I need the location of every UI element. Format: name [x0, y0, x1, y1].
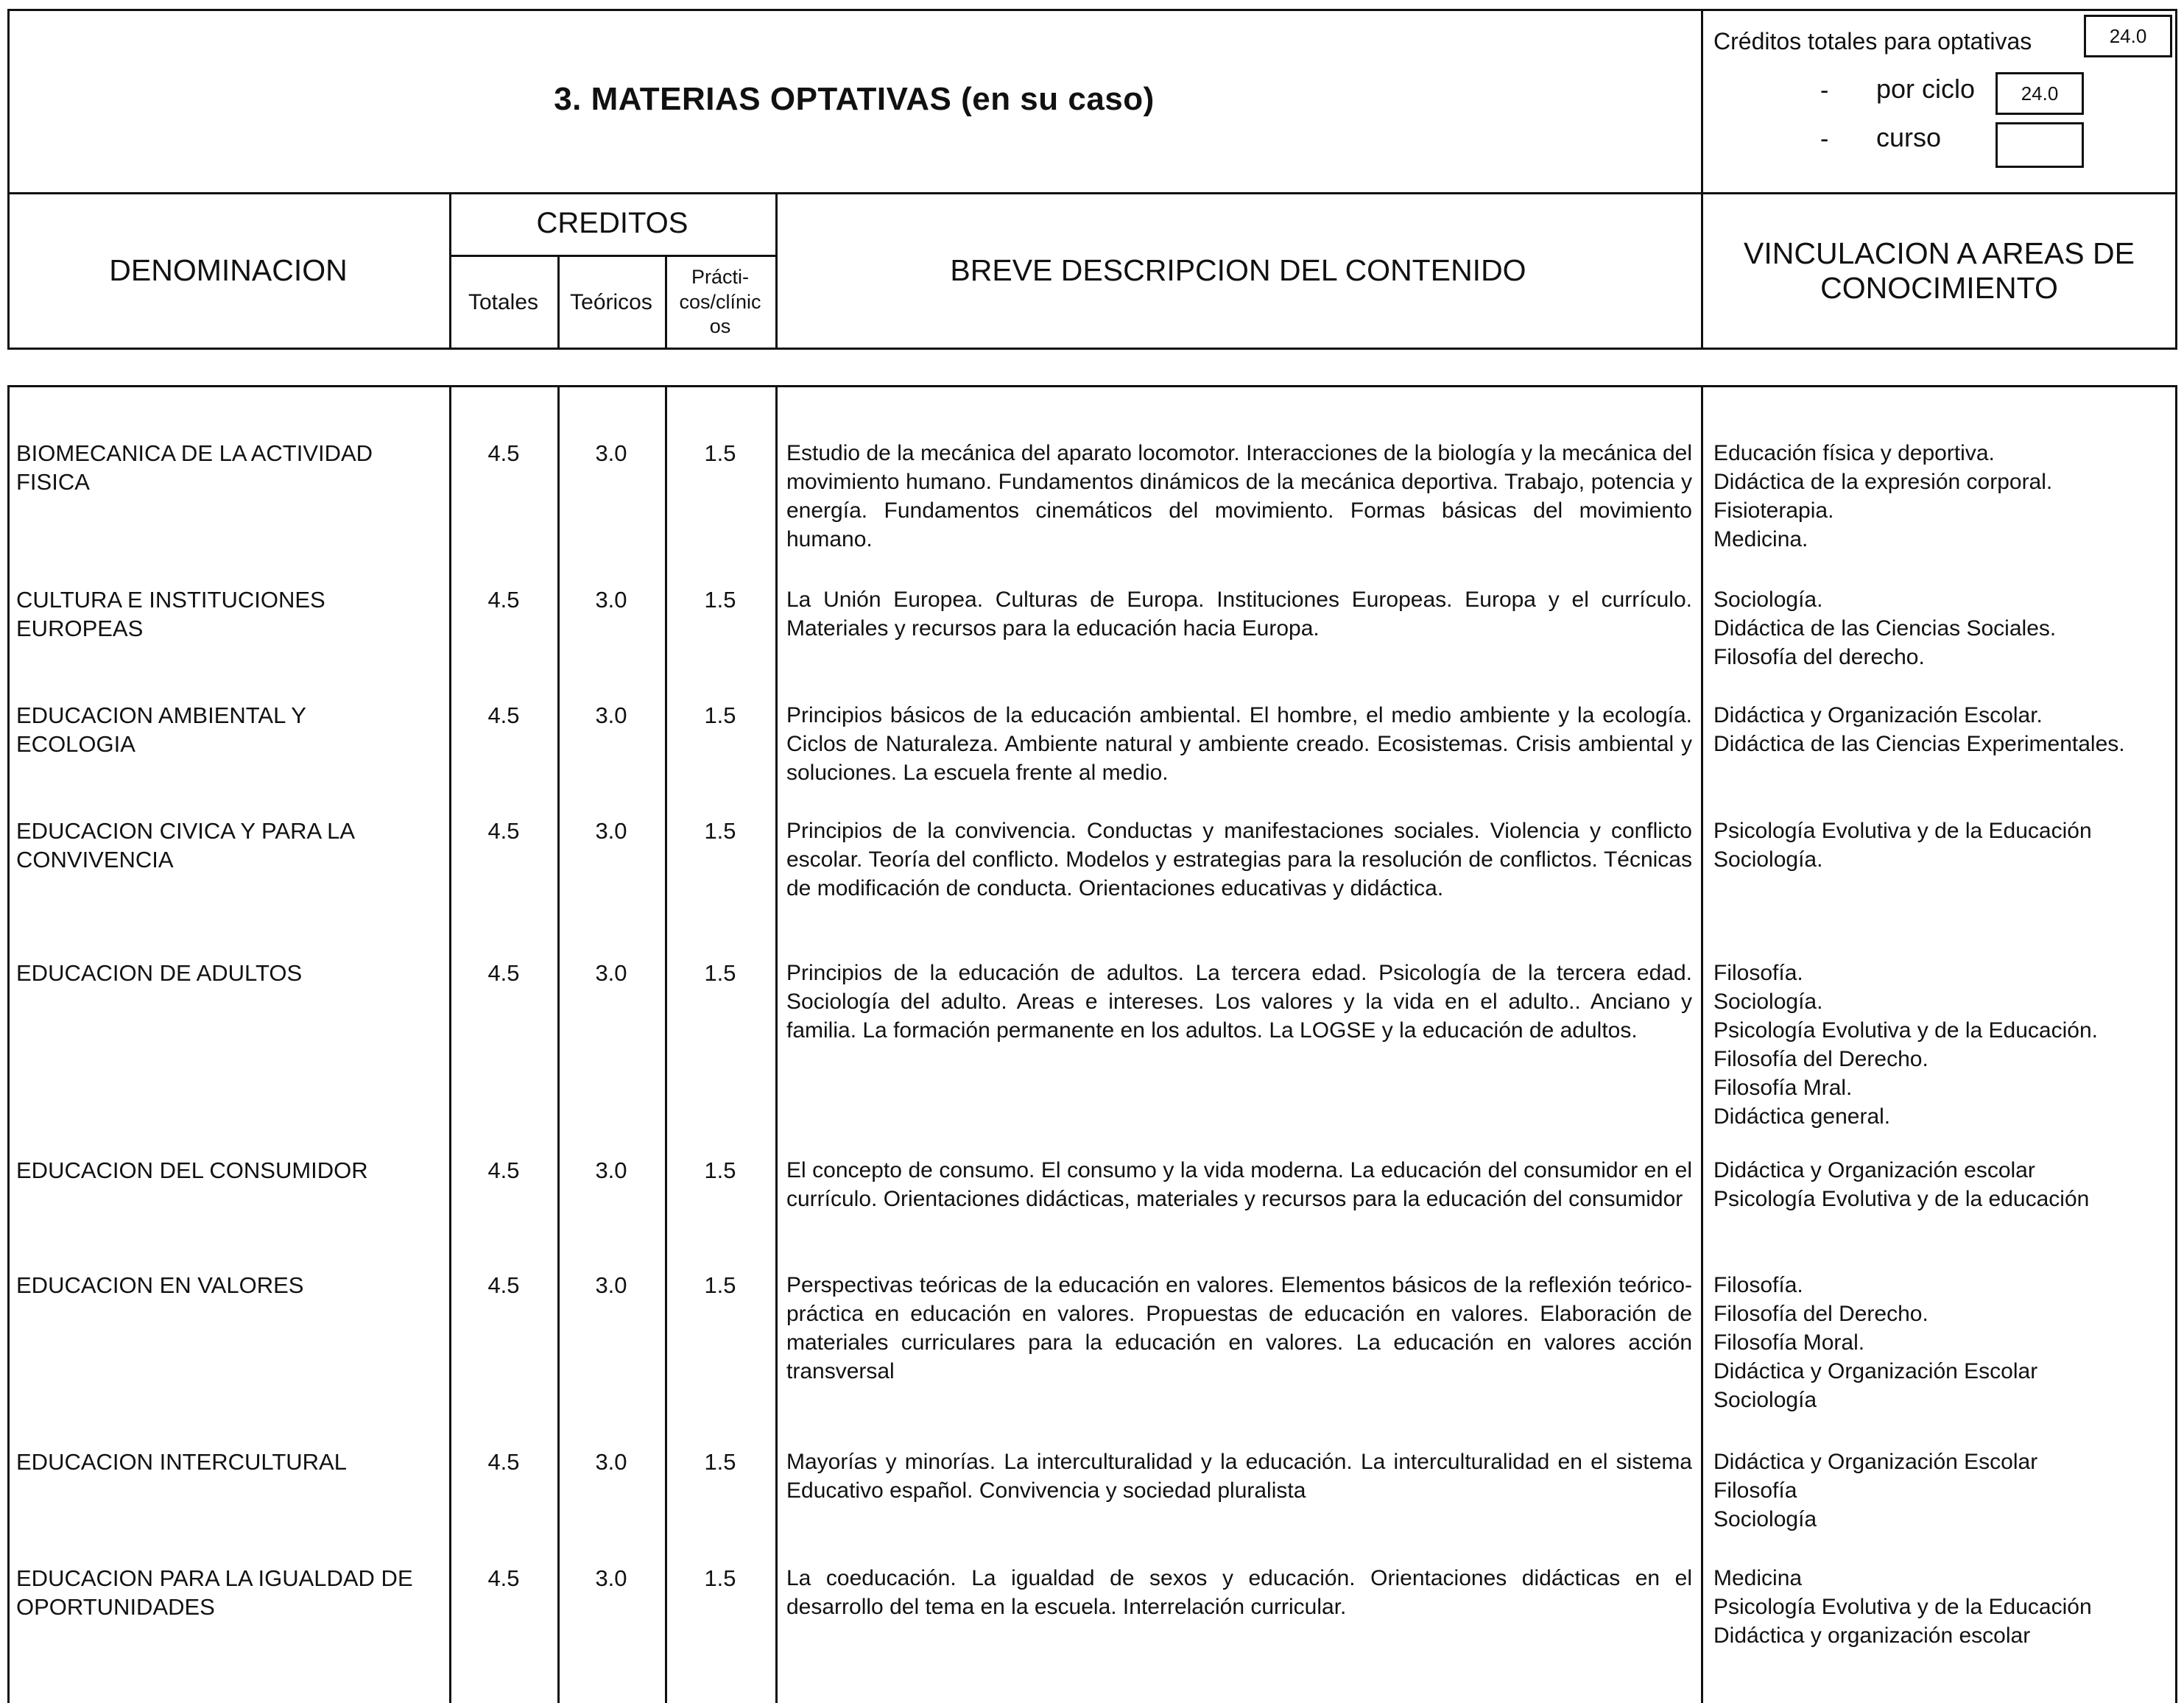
- row-denominacion: EDUCACION CIVICA Y PARA LA CONVIVENCIA: [16, 818, 354, 872]
- por-ciclo-dash: -: [1820, 77, 1829, 105]
- row-denominacion: EDUCACION DE ADULTOS: [16, 960, 303, 986]
- row-teoricos: 3.0: [595, 1157, 627, 1183]
- area-item: Didáctica de las Ciencias Experimentales.: [1713, 732, 2125, 756]
- row-practicos: 1.5: [704, 960, 736, 986]
- vinculacion-header: [1701, 192, 2177, 350]
- row-totales: 4.5: [487, 587, 520, 613]
- body-divider-2: [557, 385, 560, 1703]
- practicos-header-line2: cos/clínic: [679, 290, 761, 313]
- creditos-totales-value: 24.0: [2084, 15, 2172, 57]
- teoricos-header: Teóricos: [570, 289, 652, 314]
- vinculacion-header-line2: CONOCIMIENTO: [1820, 271, 2058, 305]
- area-item: Filosofía.: [1713, 961, 1803, 985]
- row-areas: [1713, 1156, 2177, 1213]
- area-item: Psicología Evolutiva y de la Educación: [1713, 819, 2092, 843]
- area-item: Educación física y deportiva.: [1713, 441, 1995, 465]
- body-divider-1: [449, 385, 451, 1703]
- area-item: Sociología.: [1713, 990, 1823, 1014]
- row-descripcion: Estudio de la mecánica del aparato locomotor. Interacciones de la biología y la mecánica del movimiento humano. Fundamentos dinámicos de la mecánica deportiva. Trabajo, potencia y energía. Fundamentos cinemáticos del movimiento. Formas básicas del movimiento humano.: [786, 441, 1692, 551]
- creditos-header: CREDITOS: [536, 207, 688, 239]
- curso-label: curso: [1876, 122, 1942, 152]
- totales-header: Totales: [468, 289, 539, 314]
- row-totales: 4.5: [487, 1272, 520, 1298]
- practicos-header-line3: os: [709, 315, 731, 338]
- row-teoricos: 3.0: [595, 1449, 627, 1475]
- row-denominacion: EDUCACION INTERCULTURAL: [16, 1449, 347, 1475]
- row-totales: 4.5: [487, 440, 520, 466]
- row-descripcion: Perspectivas teóricas de la educación en valores. Elementos básicos de la reflexión teórico-práctica en educación en valores. Propuestas de educación en valores. Elaboración de materiales curriculares para la educación en valores. La educación en valores acción transversal: [786, 1273, 1692, 1383]
- area-item: Sociología.: [1713, 588, 1823, 612]
- body-divider-4: [775, 385, 778, 1703]
- area-item: Filosofía del Derecho.: [1713, 1047, 1928, 1071]
- curso-value: [1995, 122, 2084, 168]
- row-practicos: 1.5: [704, 440, 736, 466]
- page-title: 3. MATERIAS OPTATIVAS (en su caso): [554, 81, 1155, 117]
- area-item: Didáctica de la expresión corporal.: [1713, 470, 2053, 494]
- area-item: Filosofía Moral.: [1713, 1330, 1865, 1355]
- area-item: Sociología: [1713, 1388, 1817, 1412]
- row-descripcion: Principios de la convivencia. Conductas y manifestaciones sociales. Violencia y conflicto escolar. Teoría del conflicto. Modelos y estrategias para la resolución de conflictos. Técnicas de modificación de conducta. Orientaciones educativas y didáctica.: [786, 819, 1692, 900]
- area-item: Didáctica y Organización escolar: [1713, 1158, 2035, 1182]
- row-denominacion: EDUCACION DEL CONSUMIDOR: [16, 1157, 368, 1183]
- descripcion-header: BREVE DESCRIPCION DEL CONTENIDO: [950, 253, 1526, 288]
- row-totales: 4.5: [487, 1449, 520, 1475]
- area-item: Psicología Evolutiva y de la Educación: [1713, 1595, 2092, 1619]
- body-divider-5: [1701, 385, 1703, 1703]
- row-totales: 4.5: [487, 960, 520, 986]
- area-item: Filosofía.: [1713, 1273, 1803, 1297]
- area-item: Filosofía: [1713, 1478, 1797, 1503]
- por-ciclo-label: por ciclo: [1876, 74, 1976, 104]
- area-item: Didáctica de las Ciencias Sociales.: [1713, 616, 2057, 641]
- area-item: Fisioterapia.: [1713, 498, 1834, 523]
- row-descripcion: El concepto de consumo. El consumo y la vida moderna. La educación del consumidor en el currículo. Orientaciones didácticas, materiales y recursos para la educación del consumidor: [786, 1158, 1692, 1211]
- row-descripcion: La coeducación. La igualdad de sexos y educación. Orientaciones didácticas en el desarrollo del tema en la escuela. Interrelación curricular.: [786, 1566, 1692, 1619]
- vinculacion-header-line1: VINCULACION A AREAS DE: [1744, 236, 2135, 270]
- row-totales: 4.5: [487, 1157, 520, 1183]
- row-teoricos: 3.0: [595, 1272, 627, 1298]
- area-item: Filosofía Mral.: [1713, 1076, 1853, 1100]
- area-item: Didáctica y Organización Escolar: [1713, 1450, 2038, 1474]
- row-denominacion: BIOMECANICA DE LA ACTIVIDAD FISICA: [16, 440, 373, 495]
- row-teoricos: 3.0: [595, 440, 627, 466]
- row-denominacion: EDUCACION PARA LA IGUALDAD DE OPORTUNIDADES: [16, 1565, 413, 1620]
- row-descripcion: Principios de la educación de adultos. La tercera edad. Psicología de la tercera edad. Sociología del adulto. Areas e intereses. Los valores y la vida en el adulto.. Anciano y familia. La formación permanente en los adultos. La LOGSE y la educación de adultos.: [786, 961, 1692, 1043]
- area-item: Psicología Evolutiva y de la Educación.: [1713, 1018, 2098, 1043]
- area-item: Didáctica y Organización Escolar.: [1713, 703, 2043, 727]
- row-areas: [1713, 959, 2177, 1131]
- area-item: Medicina: [1713, 1566, 1803, 1590]
- row-areas: [1713, 1271, 2177, 1414]
- row-practicos: 1.5: [704, 1449, 736, 1475]
- row-areas: [1713, 585, 2177, 671]
- area-item: Psicología Evolutiva y de la educación: [1713, 1187, 2090, 1211]
- area-item: Didáctica y Organización Escolar: [1713, 1359, 2038, 1383]
- area-item: Sociología: [1713, 1507, 1817, 1531]
- row-areas: [1713, 817, 2177, 874]
- row-denominacion: EDUCACION AMBIENTAL Y ECOLOGIA: [16, 702, 306, 757]
- row-teoricos: 3.0: [595, 587, 627, 613]
- row-areas: [1713, 701, 2177, 758]
- row-practicos: 1.5: [704, 702, 736, 728]
- row-teoricos: 3.0: [595, 702, 627, 728]
- row-areas: [1713, 439, 2177, 554]
- title-divider: [1701, 9, 1703, 194]
- creditos-totales-label: Créditos totales para optativas: [1713, 28, 2032, 54]
- body-divider-3: [665, 385, 667, 1703]
- row-practicos: 1.5: [704, 818, 736, 844]
- row-practicos: 1.5: [704, 1565, 736, 1591]
- area-item: Sociología.: [1713, 847, 1823, 872]
- curso-dash: -: [1820, 125, 1829, 153]
- area-item: Didáctica y organización escolar: [1713, 1623, 2031, 1648]
- row-areas: [1713, 1564, 2177, 1650]
- area-item: Filosofía del derecho.: [1713, 645, 1925, 669]
- row-denominacion: EDUCACION EN VALORES: [16, 1272, 304, 1298]
- row-descripcion: Principios básicos de la educación ambiental. El hombre, el medio ambiente y la ecología. Ciclos de Naturaleza. Ambiente natural y ambiente creado. Ecosistemas. Crisis ambiental y soluciones. La escuela frente al medio.: [786, 703, 1692, 785]
- row-teoricos: 3.0: [595, 1565, 627, 1591]
- area-item: Medicina.: [1713, 527, 1808, 551]
- denominacion-header: DENOMINACION: [109, 253, 348, 288]
- row-teoricos: 3.0: [595, 960, 627, 986]
- row-practicos: 1.5: [704, 587, 736, 613]
- area-item: Filosofía del Derecho.: [1713, 1302, 1928, 1326]
- por-ciclo-value: 24.0: [1995, 72, 2084, 115]
- row-teoricos: 3.0: [595, 818, 627, 844]
- row-totales: 4.5: [487, 702, 520, 728]
- practicos-header: [665, 255, 775, 350]
- row-descripcion: Mayorías y minorías. La interculturalidad y la educación. La interculturalidad en el sistema Educativo español. Convivencia y sociedad pluralista: [786, 1450, 1692, 1503]
- row-areas: [1713, 1448, 2177, 1534]
- row-practicos: 1.5: [704, 1157, 736, 1183]
- row-practicos: 1.5: [704, 1272, 736, 1298]
- area-item: Didáctica general.: [1713, 1104, 1891, 1129]
- practicos-header-line1: Prácti-: [691, 265, 749, 288]
- row-descripcion: La Unión Europea. Culturas de Europa. Instituciones Europeas. Europa y el currículo. Materiales y recursos para la educación hacia Europa.: [786, 588, 1692, 641]
- row-totales: 4.5: [487, 1565, 520, 1591]
- row-totales: 4.5: [487, 818, 520, 844]
- row-denominacion: CULTURA E INSTITUCIONES EUROPEAS: [16, 587, 325, 641]
